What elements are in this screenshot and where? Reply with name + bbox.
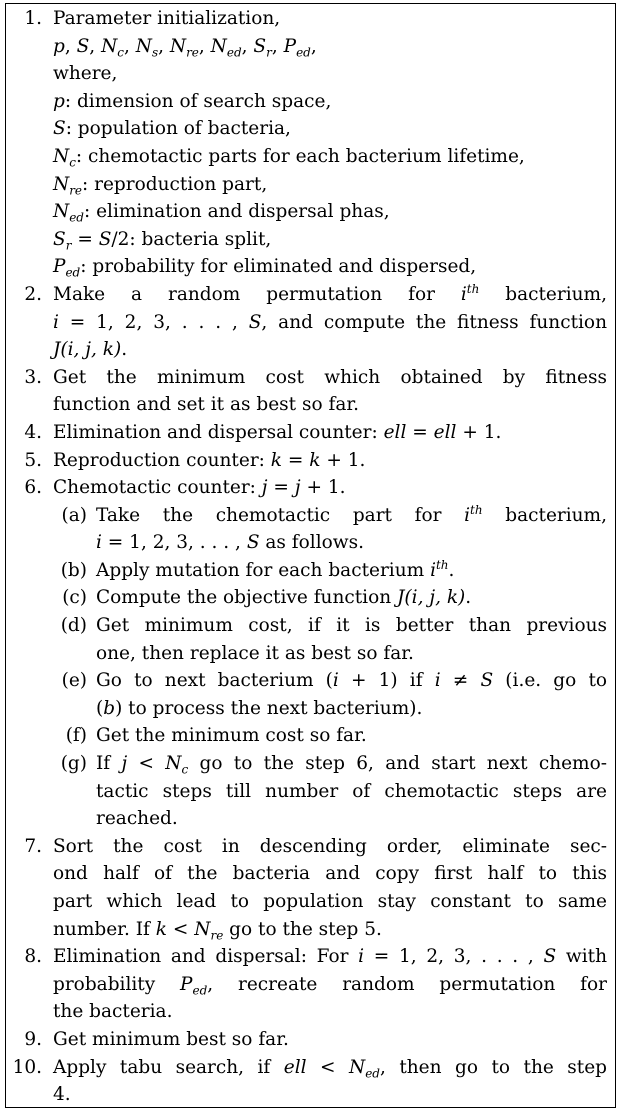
text-run: Get the minimum cost so far.: [96, 725, 367, 747]
algorithm-step-line: [6, 171, 615, 199]
algorithm-substep-line: [6, 612, 615, 640]
line-text: [53, 998, 607, 1026]
math-subscript: ed: [69, 210, 84, 225]
math-symbol: S: [480, 670, 494, 692]
text-run: : elimination and dispersal phas,: [83, 201, 390, 223]
line-text: [53, 1081, 607, 1109]
math-symbol: J(i, j, k): [397, 587, 466, 609]
text-run: go to the step 6, and start next chemo-: [188, 753, 607, 775]
step-number: 7.: [24, 835, 42, 857]
step-number: 4.: [24, 421, 42, 443]
text-run: .: [465, 587, 472, 609]
text-run: Get minimum best so far.: [53, 1028, 289, 1050]
line-text: [53, 253, 607, 281]
math-subscript: ed: [65, 266, 81, 281]
line-text: [53, 309, 607, 337]
text-run: Take the chemotactic part for: [96, 504, 465, 526]
text-run: =: [71, 228, 99, 250]
line-text: [96, 640, 607, 668]
text-run: =: [406, 421, 434, 443]
math-symbol: i: [96, 532, 102, 554]
substep-label: (f): [65, 725, 87, 747]
math-symbol: S: [53, 118, 66, 140]
math-superscript: th: [470, 502, 483, 517]
math-symbol: N: [135, 35, 152, 57]
text-run: : chemotactic parts for each bacterium lifetime,: [75, 145, 525, 167]
math-symbol: p: [53, 35, 65, 57]
line-text: [96, 750, 607, 778]
algorithm-step-line: [6, 5, 615, 33]
math-symbol: N: [349, 1056, 366, 1078]
algorithm-substep-line: [6, 584, 615, 612]
algorithm-step-line: [6, 419, 615, 447]
math-subscript: s: [151, 45, 159, 60]
text-run: Go to next bacterium (: [96, 670, 333, 692]
math-subscript: c: [69, 155, 76, 170]
algorithm-step-line: [6, 226, 615, 254]
text-run: <: [306, 1056, 349, 1078]
math-symbol: i: [434, 670, 441, 692]
math-subscript: c: [117, 45, 124, 60]
algorithm-step-line: [6, 474, 615, 502]
algorithm-step-line: [6, 447, 615, 475]
math-superscript: th: [466, 281, 480, 296]
algorithm-substep-line: [6, 778, 615, 806]
math-symbol: P: [53, 256, 66, 278]
step-number: 6.: [24, 477, 42, 499]
line-text: [53, 1054, 607, 1082]
line-text: [53, 1026, 607, 1054]
text-run: <: [167, 918, 195, 940]
algorithm-step-line: [6, 971, 615, 999]
line-text: [96, 667, 607, 695]
text-run: Make a random permutation for: [53, 283, 461, 305]
text-run: If: [96, 753, 122, 775]
text-run: + 1.: [300, 477, 346, 499]
algorithm-step-line: [6, 364, 615, 392]
algorithm-step-line: [6, 1081, 615, 1109]
text-run: : reproduction part,: [82, 173, 268, 195]
math-symbol: P: [180, 973, 193, 995]
math-symbol: N: [53, 201, 70, 223]
text-run: Parameter initialization,: [53, 8, 281, 29]
text-run: Elimination and dispersal: For: [53, 946, 359, 968]
text-run: Apply mutation for each bacterium: [96, 559, 431, 581]
text-run: Get the minimum cost which obtained by fitness: [53, 366, 607, 388]
algorithm-step-line: [6, 33, 615, 61]
text-run: =: [282, 449, 310, 471]
text-run: , then go to the step: [379, 1056, 607, 1078]
algorithm-step-line: [6, 1054, 615, 1082]
math-symbol: N: [194, 918, 211, 940]
line-text: [53, 226, 607, 254]
math-symbol: i: [53, 311, 59, 333]
algorithm-step-line: [6, 60, 615, 88]
substep-label: (b): [60, 559, 87, 581]
math-symbol: P: [283, 35, 297, 57]
algorithm-substep-line: [6, 529, 615, 557]
math-symbol: J(i, j, k): [53, 339, 122, 361]
algorithm-step-line: [6, 88, 615, 116]
algorithm-step-line: [6, 1026, 615, 1054]
text-run: , and compute the fitness function: [261, 311, 607, 333]
text-run: tactic steps till number of chemotactic steps are: [96, 780, 607, 802]
line-text: [96, 722, 607, 750]
math-symbol: ell: [433, 421, 457, 443]
line-text: [53, 198, 607, 226]
math-subscript: re: [186, 45, 199, 60]
text-run: go to the step 5.: [223, 918, 382, 940]
line-text: [96, 695, 607, 723]
math-subscript: ed: [296, 45, 311, 60]
text-run: = 1, 2, 3, . . . ,: [58, 311, 249, 333]
math-symbol: j: [121, 753, 128, 775]
text-run: (i.e. go to: [493, 670, 608, 692]
math-symbol: i: [460, 283, 467, 305]
text-run: Elimination and dispersal counter:: [53, 421, 384, 443]
text-run: with: [556, 946, 607, 968]
math-symbol: k: [270, 449, 282, 471]
algorithm-step-line: [6, 391, 615, 419]
math-symbol: N: [210, 35, 227, 57]
text-run: probability: [53, 973, 181, 995]
math-symbol: i: [464, 504, 471, 526]
line-text: [53, 447, 607, 475]
algorithm-step-line: [6, 198, 615, 226]
text-run: .: [121, 339, 128, 361]
text-run: part which lead to population stay constant to same: [53, 891, 607, 912]
text-run: ,: [89, 35, 102, 57]
line-text: [53, 833, 607, 861]
math-subscript: re: [210, 928, 224, 943]
math-symbol: i: [332, 670, 339, 692]
line-text: [53, 33, 607, 61]
math-subscript: ed: [226, 45, 242, 60]
math-symbol: ell: [283, 1056, 307, 1078]
line-text: [96, 805, 607, 833]
math-subscript: re: [69, 183, 83, 198]
text-run: ,: [198, 35, 211, 57]
math-symbol: ell: [383, 421, 407, 443]
text-run: Get minimum cost, if it is better than previous: [96, 615, 607, 637]
text-run: ,: [310, 35, 317, 57]
text-run: where,: [53, 63, 118, 85]
line-text: [53, 281, 607, 309]
math-symbol: N: [53, 173, 70, 195]
math-superscript: th: [435, 557, 449, 572]
algorithm-substep-line: [6, 502, 615, 530]
line-text: [53, 60, 607, 88]
text-run: Chemotactic counter:: [53, 477, 262, 499]
algorithm-substep-line: [6, 640, 615, 668]
substep-label: (a): [61, 504, 87, 526]
text-run: bacterium,: [479, 283, 607, 305]
algorithm-substep-line: [6, 667, 615, 695]
algorithm-substep-line: [6, 557, 615, 585]
algorithm-box: [5, 3, 616, 1108]
math-symbol: k: [309, 449, 321, 471]
algorithm-step-line: [6, 998, 615, 1026]
line-text: [53, 88, 607, 116]
line-text: [53, 943, 607, 971]
algorithm-substep-line: [6, 695, 615, 723]
line-text: [53, 860, 607, 888]
line-text: [53, 171, 607, 199]
text-run: Sort the cost in descending order, eliminate sec-: [53, 835, 607, 857]
algorithm-step-line: [6, 916, 615, 944]
math-subscript: ed: [365, 1066, 380, 1081]
step-number: 3.: [24, 366, 42, 388]
text-run: : population of bacteria,: [65, 118, 291, 140]
math-symbol: N: [169, 35, 187, 57]
text-run: ) to process the next bacterium).: [115, 697, 423, 719]
algorithm-step-line: [6, 860, 615, 888]
text-run: (: [96, 697, 104, 719]
algorithm-step-line: [6, 833, 615, 861]
algorithm-step-line: [6, 115, 615, 143]
line-text: [53, 888, 607, 916]
text-run: ,: [241, 35, 254, 57]
math-subscript: ed: [192, 983, 208, 998]
step-number: 2.: [24, 283, 42, 305]
text-run: : probability for eliminated and dispersed,: [80, 256, 477, 278]
math-symbol: S: [248, 311, 262, 333]
math-symbol: i: [358, 946, 365, 968]
text-run: number. If: [53, 918, 156, 940]
substep-label: (g): [60, 753, 87, 775]
algorithm-step-line: [6, 943, 615, 971]
step-number: 5.: [24, 449, 42, 471]
step-number: 9.: [24, 1028, 42, 1050]
text-run: ond half of the bacteria and copy first half to this: [53, 863, 607, 885]
text-run: ≠: [440, 670, 481, 692]
algorithm-substep-line: [6, 750, 615, 778]
line-text: [53, 916, 607, 944]
text-run: Apply tabu search, if: [53, 1056, 284, 1078]
algorithm-substep-line: [6, 805, 615, 833]
text-run: + 1.: [320, 449, 366, 471]
math-symbol: S: [253, 35, 267, 57]
math-symbol: N: [165, 753, 182, 775]
text-run: Compute the objective function: [96, 587, 398, 609]
line-text: [96, 557, 607, 585]
algorithm-step-line: [6, 888, 615, 916]
text-run: /2: bacteria split,: [111, 228, 272, 250]
step-number: 1.: [24, 8, 42, 29]
math-subscript: r: [266, 45, 272, 60]
step-number: 10.: [12, 1056, 42, 1078]
line-text: [53, 971, 607, 999]
text-run: = 1, 2, 3, . . . ,: [364, 946, 544, 968]
text-run: bacterium,: [482, 504, 607, 526]
line-text: [96, 502, 607, 530]
text-run: ,: [158, 35, 170, 57]
algorithm-step-line: [6, 253, 615, 281]
text-run: the bacteria.: [53, 1001, 173, 1023]
math-symbol: S: [53, 228, 66, 250]
text-run: one, then replace it as best so far.: [96, 642, 414, 664]
text-run: ,: [271, 35, 284, 57]
line-text: [53, 115, 607, 143]
line-text: [53, 5, 607, 33]
line-text: [53, 364, 607, 392]
line-text: [53, 143, 607, 171]
substep-label: (e): [61, 670, 87, 692]
math-symbol: S: [543, 946, 557, 968]
math-subscript: r: [65, 238, 72, 253]
math-subscript: c: [181, 762, 189, 777]
step-number: 8.: [24, 946, 42, 968]
text-run: Reproduction counter:: [53, 449, 271, 471]
text-run: + 1.: [456, 421, 502, 443]
math-symbol: b: [103, 697, 116, 719]
line-text: [96, 584, 607, 612]
algorithm-step-line: [6, 309, 615, 337]
text-run: ,: [123, 35, 136, 57]
algorithm-step-line: [6, 281, 615, 309]
math-symbol: S: [98, 228, 112, 250]
math-symbol: i: [430, 559, 436, 581]
math-symbol: j: [294, 477, 301, 499]
text-run: : dimension of search space,: [64, 90, 332, 112]
line-text: [53, 474, 607, 502]
line-text: [53, 336, 607, 364]
text-run: reached.: [96, 808, 178, 830]
math-symbol: N: [53, 145, 70, 167]
math-symbol: k: [155, 918, 167, 940]
substep-label: (c): [62, 587, 87, 609]
math-symbol: j: [261, 477, 268, 499]
math-symbol: S: [246, 532, 260, 554]
line-text: [53, 419, 607, 447]
text-run: + 1) if: [338, 670, 435, 692]
line-text: [96, 778, 607, 806]
text-run: = 1, 2, 3, . . . ,: [101, 532, 247, 554]
text-run: as follows.: [259, 532, 364, 554]
line-text: [96, 529, 607, 557]
algorithm-step-line: [6, 336, 615, 364]
text-run: ,: [64, 35, 77, 57]
algorithm-substep-line: [6, 722, 615, 750]
text-run: =: [267, 477, 295, 499]
math-symbol: S: [76, 35, 90, 57]
text-run: 4.: [53, 1084, 71, 1106]
text-run: .: [448, 559, 455, 581]
line-text: [53, 391, 607, 419]
text-run: function and set it as best so far.: [53, 394, 360, 416]
algorithm-step-line: [6, 143, 615, 171]
text-run: <: [127, 753, 166, 775]
line-text: [96, 612, 607, 640]
substep-label: (d): [60, 615, 87, 637]
math-symbol: p: [53, 90, 65, 112]
text-run: , recreate random permutation for: [207, 973, 608, 995]
math-symbol: N: [101, 35, 118, 57]
